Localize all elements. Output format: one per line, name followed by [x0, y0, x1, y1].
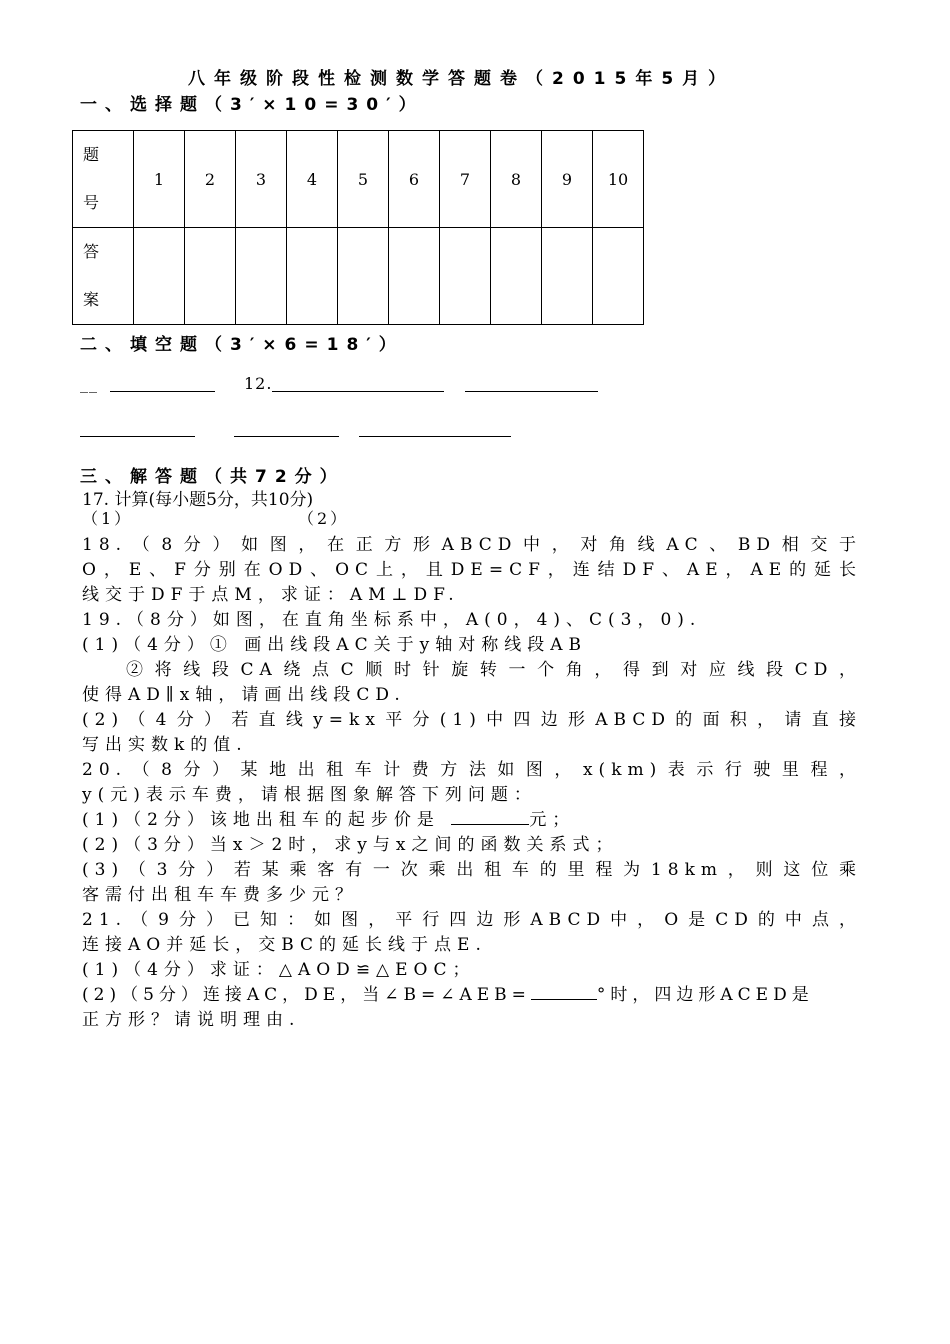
section-heading-choice: 一、选择题（3′×10=30′）: [80, 95, 424, 115]
question-21-line4: [82, 980, 862, 1005]
row-label-char: 案: [83, 290, 100, 309]
page-title: 八年级阶段性检测数学答题卷（2015年5月）: [188, 69, 735, 89]
table-row-numbers: [73, 131, 644, 228]
question-number-cell: 4: [287, 131, 338, 228]
question-20-line3: [82, 805, 862, 830]
start-price-blank[interactable]: [451, 810, 529, 825]
question-number-cell: 3: [236, 131, 287, 228]
question-17: 17. 计算(每小题5分，共10分): [82, 490, 314, 510]
question-18-line2: O，E、F分别在OD、OC上，且DE=CF，连结DF、AE，AE的延长: [82, 560, 862, 580]
question-20-line2: y(元)表示车费，请根据图象解答下列问题：: [82, 785, 537, 805]
question-20-line1: 20.（8分）某地出租车计费方法如图，x(km)表示行驶里程，: [82, 760, 862, 780]
table-row-answers: [73, 228, 644, 325]
question-number-cell: 2: [185, 131, 236, 228]
question-18-line3: 线交于DF于点M，求证：AM⊥DF.: [82, 585, 460, 605]
row-label-char: 号: [83, 193, 100, 212]
answer-cell[interactable]: [593, 228, 644, 325]
section-heading-solve: 三、解答题（共72分）: [80, 467, 345, 487]
answer-cell[interactable]: [134, 228, 185, 325]
row-label-char: 答: [83, 242, 100, 261]
question-number-cell: 6: [389, 131, 440, 228]
question-20-line3-unit: 元；: [529, 810, 576, 830]
answer-cell[interactable]: [389, 228, 440, 325]
question-17-part1: （1）: [82, 509, 134, 528]
question-20-line6: 客需付出租车车费多少元？: [82, 885, 358, 905]
blank-12[interactable]: [272, 391, 444, 392]
question-19-line4: 使得AD∥x轴，请画出线段CD.: [82, 685, 406, 705]
blank-11[interactable]: [110, 391, 215, 392]
row-label-answer: [73, 228, 134, 325]
blank-14[interactable]: [80, 436, 195, 437]
question-number-cell: 7: [440, 131, 491, 228]
blank-12-label: 12.: [244, 374, 273, 393]
question-number-cell: 1: [134, 131, 185, 228]
answer-cell[interactable]: [236, 228, 287, 325]
question-19-line2: (1)（4分）① 画出线段AC关于y轴对称线段AB: [82, 635, 587, 655]
question-21-line3: (1)（4分）求证：△AOD≌△EOC；: [82, 960, 476, 980]
question-20-line5: (3)（3分）若某乘客有一次乘出租车的里程为18km，则这位乘: [82, 860, 862, 880]
question-number-cell: 10: [593, 131, 644, 228]
question-17-part2: （2）: [298, 509, 350, 528]
answer-cell[interactable]: [287, 228, 338, 325]
question-19-line3: ②将线段CA绕点C顺时针旋转一个角，得到对应线段CD，: [126, 660, 862, 680]
question-18-line1: 18.（8分）如图，在正方形ABCD中，对角线AC、BD相交于: [82, 535, 862, 555]
section-heading-fill: 二、填空题（3′×6=18′）: [80, 335, 404, 355]
question-19-line5: (2)（4分）若直线y=kx平分(1)中四边形ABCD的面积，请直接: [82, 710, 862, 730]
question-number-cell: 5: [338, 131, 389, 228]
blank-15[interactable]: [234, 436, 339, 437]
question-21-line1: 21.（9分）已知：如图，平行四边形ABCD中，O是CD的中点，: [82, 910, 862, 930]
question-21-line4-text: (2)（5分）连接AC，DE，当∠B=∠AEB=: [82, 985, 531, 1005]
question-number-cell: 8: [491, 131, 542, 228]
answer-cell[interactable]: [338, 228, 389, 325]
answer-cell[interactable]: [491, 228, 542, 325]
question-20-line3-text: (1)（2分）该地出租车的起步价是: [82, 810, 440, 830]
row-label-char: 题: [83, 145, 100, 164]
question-19-line1: 19.（8分）如图，在直角坐标系中，A(0，4)、C(3，0).: [82, 610, 702, 630]
angle-blank[interactable]: [531, 985, 597, 1000]
blank-16[interactable]: [359, 436, 511, 437]
answer-cell[interactable]: [440, 228, 491, 325]
row-label-number: [73, 131, 134, 228]
question-21-line4-tail: °时，四边形ACED是: [596, 985, 814, 1005]
question-number-cell: 9: [542, 131, 593, 228]
question-19-line6: 写出实数k的值.: [82, 735, 248, 755]
blank-11-prefix: __: [80, 374, 98, 393]
answer-table: [72, 130, 644, 325]
question-21-line2: 连接AO并延长，交BC的延长线于点E.: [82, 935, 487, 955]
question-21-line5: 正方形？请说明理由.: [82, 1010, 301, 1030]
question-20-line4: (2)（3分）当x＞2时，求y与x之间的函数关系式；: [82, 835, 619, 855]
answer-cell[interactable]: [542, 228, 593, 325]
blank-13[interactable]: [465, 391, 598, 392]
answer-cell[interactable]: [185, 228, 236, 325]
